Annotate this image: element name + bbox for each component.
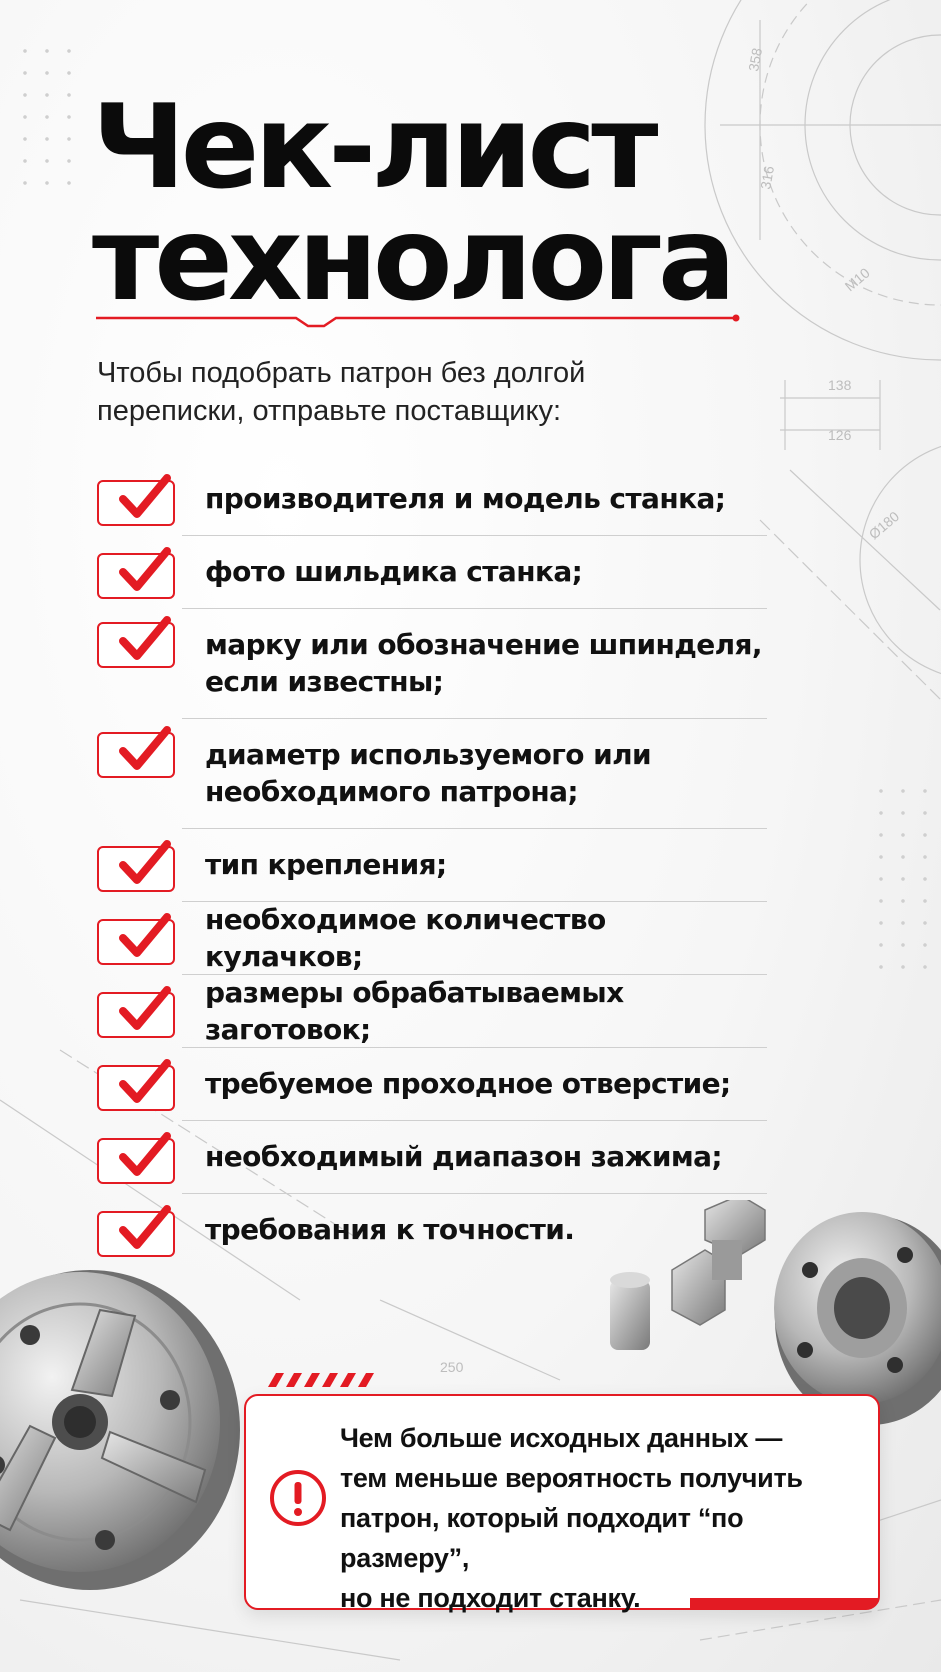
list-item — [97, 828, 767, 901]
drawing-label-b: 316 — [757, 164, 778, 191]
checkmark-icon — [97, 838, 183, 892]
list-item — [97, 901, 767, 974]
checkmark-icon — [97, 1130, 183, 1184]
checkmark-icon — [97, 724, 183, 778]
list-item-text: требуемое проходное отверстие; — [205, 1067, 731, 1100]
checkmark-icon — [97, 472, 183, 526]
note-stripes-decoration — [262, 1373, 380, 1387]
drawing-label-e: 126 — [828, 427, 852, 443]
machine-parts-image — [610, 1200, 941, 1425]
dot-grid-right — [870, 780, 930, 980]
checkmark-icon — [97, 911, 183, 965]
drawing-label-d: 138 — [828, 377, 852, 393]
intro-text: Чтобы подобрать патрон без долгой переписки, отправьте поставщику: — [97, 357, 586, 427]
checkmark-icon — [97, 984, 183, 1038]
list-item-text: тип крепления; — [205, 848, 447, 881]
checkmark-icon — [97, 614, 183, 668]
checkmark-icon — [97, 1057, 183, 1111]
list-item — [97, 718, 767, 828]
title-underline-divider — [96, 312, 741, 328]
note-text: Чем больше исходных данных — тем меньше вероятность получить патрон, который подходит “по размеру”, но не подходит станку. — [340, 1423, 803, 1613]
exclamation-icon — [268, 1468, 328, 1528]
list-item-text: размеры обрабатываемых заготовок; — [205, 975, 624, 1046]
list-item-text: марку или обозначение шпинделя, если известны; — [205, 628, 762, 698]
dot-grid-top-left — [14, 40, 74, 190]
drawing-label-a: 358 — [745, 46, 766, 73]
title-line-1: Чек-лист — [92, 80, 654, 215]
list-item-text: необходимый диапазон зажима; — [205, 1140, 723, 1173]
list-item — [97, 1047, 767, 1120]
list-item — [97, 462, 767, 535]
drawing-label-g: 250 — [440, 1359, 464, 1375]
title-line-2: технолога — [92, 192, 732, 327]
list-item-text: диаметр используемого или необходимого патрона; — [205, 738, 652, 808]
checkmark-icon — [97, 545, 183, 599]
drawing-label-f: Ø180 — [865, 508, 903, 543]
list-item-text: производителя и модель станка; — [205, 482, 726, 515]
list-item — [97, 1120, 767, 1193]
list-item-text: требования к точности. — [205, 1213, 575, 1246]
list-item — [97, 608, 767, 718]
list-item-text: фото шильдика станка; — [205, 555, 583, 588]
checklist — [97, 462, 767, 1266]
list-item — [97, 974, 767, 1047]
drawing-label-c: M10 — [841, 264, 873, 295]
list-item-text: необходимое количество кулачков; — [205, 902, 606, 973]
lathe-chuck-image — [0, 1270, 240, 1590]
list-item — [97, 535, 767, 608]
page-title — [92, 80, 732, 327]
